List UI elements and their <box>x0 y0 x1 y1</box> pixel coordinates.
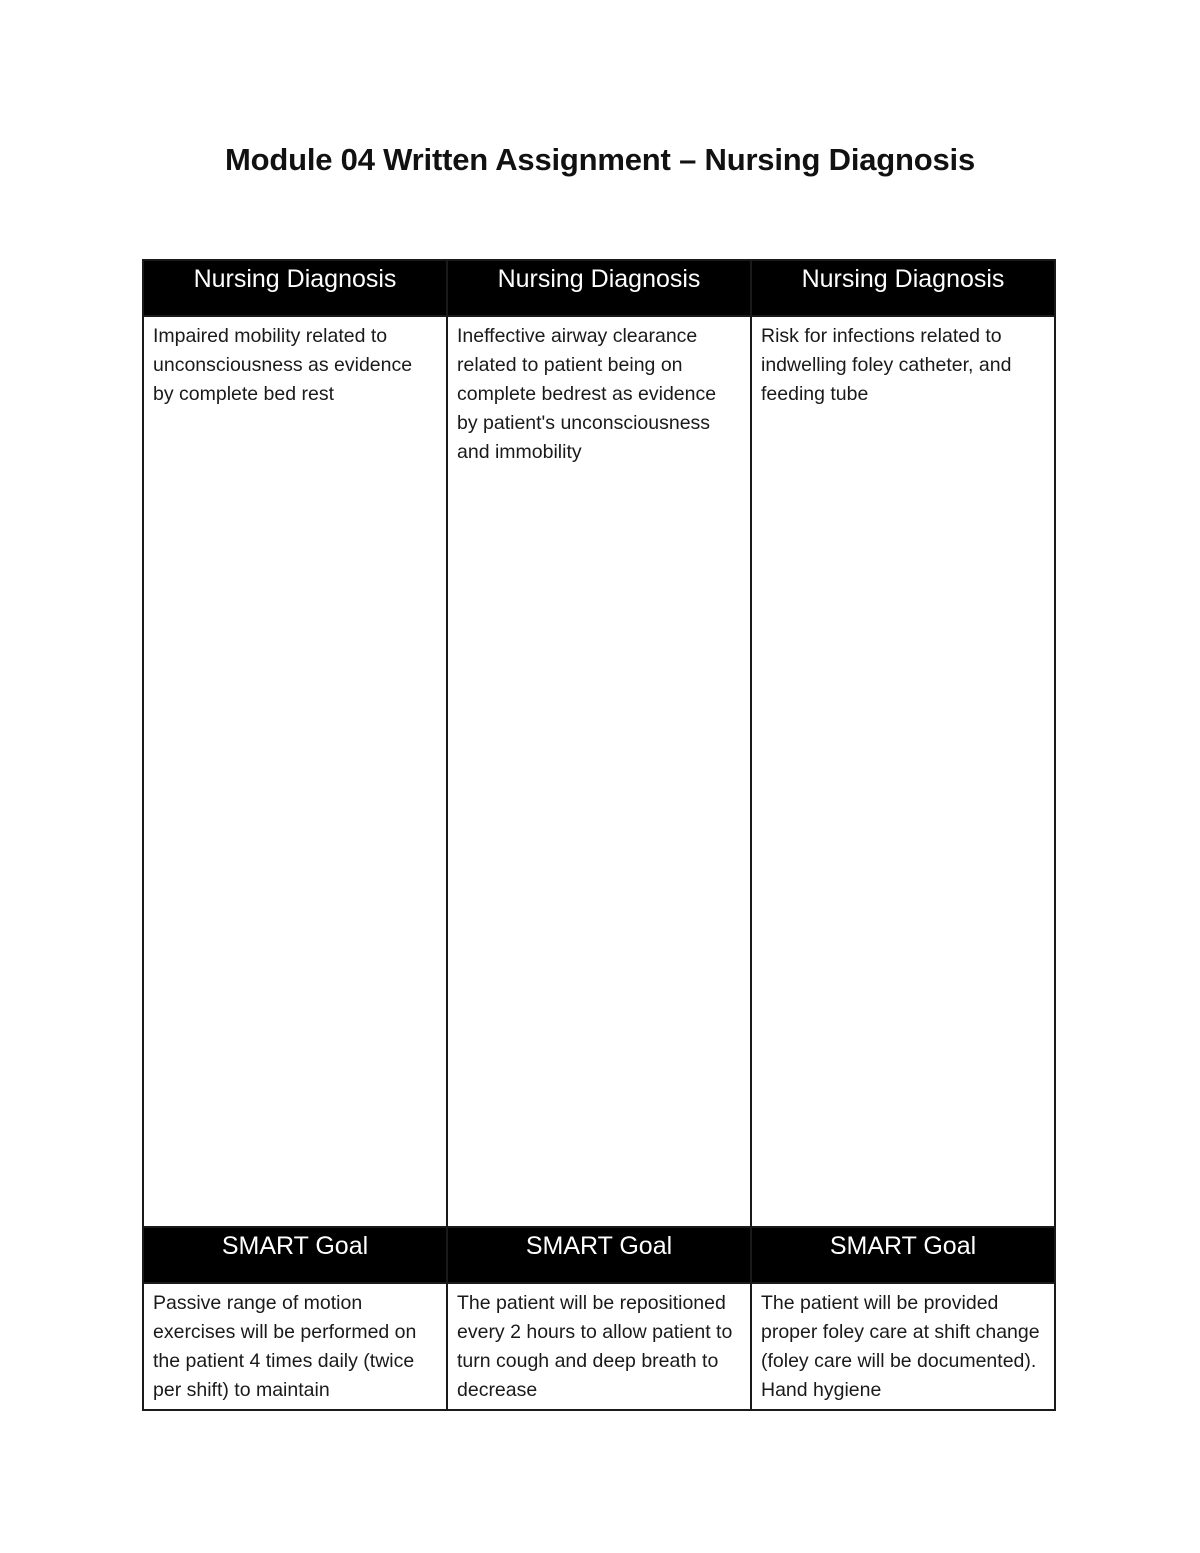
diagnosis-header-3: Nursing Diagnosis <box>751 260 1055 316</box>
goal-header-1: SMART Goal <box>143 1227 447 1283</box>
diagnosis-text-3: Risk for infections related to indwelling foley catheter, and feeding tube <box>761 325 1012 405</box>
goal-cell-1 <box>143 1283 447 1410</box>
page-title: Module 04 Written Assignment – Nursing Diagnosis <box>224 142 975 177</box>
goal-cell-3 <box>751 1283 1055 1410</box>
diagnosis-header-2: Nursing Diagnosis <box>447 260 751 316</box>
goal-text-3: The patient will be provided proper foley care at shift change (foley care will be documented). Hand hygiene <box>761 1292 1040 1401</box>
goal-text-2: The patient will be repositioned every 2 hours to allow patient to turn cough and deep breath to decrease <box>457 1292 733 1401</box>
diagnosis-header-row <box>143 260 1055 316</box>
diagnosis-text-1: Impaired mobility related to unconsciousness as evidence by complete bed rest <box>153 325 413 405</box>
diagnosis-cell-2 <box>447 316 751 1227</box>
diagnosis-cell-3 <box>751 316 1055 1227</box>
goal-header-2: SMART Goal <box>447 1227 751 1283</box>
diagnosis-row <box>143 316 1055 1227</box>
goal-text-1: Passive range of motion exercises will be performed on the patient 4 times daily (twice per shift) to maintain <box>153 1292 417 1401</box>
diagnosis-header-1: Nursing Diagnosis <box>143 260 447 316</box>
diagnosis-text-2: Ineffective airway clearance related to patient being on complete bedrest as evidence by patient's unconsciousness and immobility <box>457 325 717 463</box>
goal-row <box>143 1283 1055 1410</box>
diagnosis-cell-1 <box>143 316 447 1227</box>
care-plan-table <box>142 259 1056 1411</box>
goal-header-row <box>143 1227 1055 1283</box>
goal-cell-2 <box>447 1283 751 1410</box>
goal-header-3: SMART Goal <box>751 1227 1055 1283</box>
